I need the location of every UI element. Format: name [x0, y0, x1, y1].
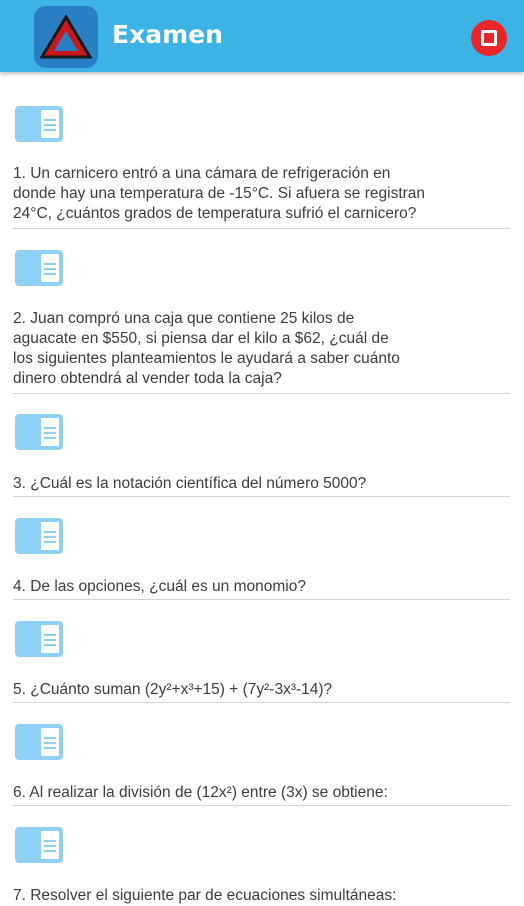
question-1-text [13, 164, 483, 224]
divider [13, 702, 510, 703]
question-4-line: 4. De las opciones, ¿cuál es un monomio? [13, 578, 306, 595]
warning-triangle-icon [40, 15, 92, 59]
question-3-text [13, 474, 483, 494]
app-bar [0, 0, 524, 72]
app-logo [34, 6, 98, 68]
question-2-text [13, 309, 483, 389]
list-icon [41, 831, 59, 859]
list-icon [41, 110, 59, 138]
stop-button[interactable] [471, 20, 507, 56]
question-7-button[interactable] [15, 827, 63, 863]
question-5-button[interactable] [15, 621, 63, 657]
divider [13, 393, 510, 394]
question-1-button[interactable] [15, 106, 63, 142]
divider [13, 599, 510, 600]
question-6-text [13, 783, 483, 803]
divider [13, 228, 510, 229]
list-icon [41, 625, 59, 653]
divider [13, 496, 510, 497]
question-5-line: 5. ¿Cuánto suman (2y²+x³+15) + (7y²-3x³-14)? [13, 681, 333, 698]
question-2-line: los siguientes planteamientos le ayudará a saber cuánto [13, 350, 400, 367]
question-7-text [13, 886, 483, 906]
question-5-text [13, 680, 483, 700]
question-2-line: aguacate en $550, si piensa dar el kilo a $62, ¿cuál de [13, 330, 389, 347]
question-4-text [13, 577, 483, 597]
question-4-button[interactable] [15, 518, 63, 554]
list-icon [41, 522, 59, 550]
question-6-button[interactable] [15, 724, 63, 760]
list-icon [41, 728, 59, 756]
divider [13, 805, 510, 806]
question-7-line: 7. Resolver el siguiente par de ecuaciones simultáneas: [13, 887, 397, 904]
question-3-button[interactable] [15, 414, 63, 450]
question-2-button[interactable] [15, 250, 63, 286]
question-3-line: 3. ¿Cuál es la notación científica del número 5000? [13, 475, 367, 492]
question-1-line: donde hay una temperatura de -15°C. Si afuera se registran [13, 185, 426, 202]
list-icon [41, 418, 59, 446]
question-2-line: dinero obtendrá al vender toda la caja? [13, 370, 282, 387]
question-1-line: 24°C, ¿cuántos grados de temperatura sufrió el carnicero? [13, 205, 417, 222]
list-icon [41, 254, 59, 282]
question-1-line: 1. Un carnicero entró a una cámara de refrigeración en [13, 165, 391, 182]
question-2-line: 2. Juan compró una caja que contiene 25 kilos de [13, 310, 355, 327]
question-6-line: 6. Al realizar la división de (12x²) entre (3x) se obtiene: [13, 784, 388, 801]
app-title: Examen [112, 20, 223, 49]
